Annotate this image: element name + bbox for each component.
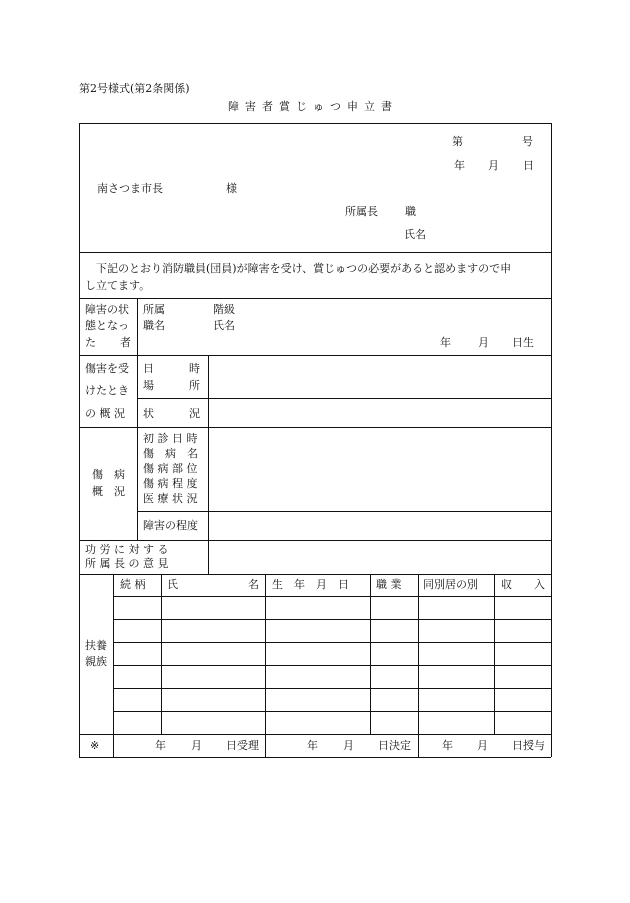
dependents-label-2: 親族 bbox=[85, 655, 107, 668]
footer-decided-year: 年 bbox=[307, 739, 318, 752]
footer-received-year: 年 bbox=[155, 739, 166, 752]
incident-situation-a: 状 bbox=[143, 407, 154, 420]
statement-line-2: し立てます。 bbox=[85, 279, 151, 292]
illness-disability-degree: 障害の程度 bbox=[143, 519, 198, 532]
chief-label: 所属長 bbox=[345, 205, 378, 218]
incident-datetime-a: 日 bbox=[143, 362, 154, 375]
incident-situation-b: 況 bbox=[189, 407, 200, 420]
incident-place-b: 所 bbox=[189, 379, 200, 392]
form-number: 第2号様式(第2条関係) bbox=[79, 82, 190, 95]
number-dai: 第 bbox=[452, 135, 463, 148]
person-job-title: 職名 bbox=[143, 319, 165, 332]
statement-line-1: 下記のとおり消防職員(団員)が障害を受け、賞じゅつの必要があると認めますので申 bbox=[96, 262, 512, 275]
person-affiliation: 所属 bbox=[143, 303, 165, 316]
person-label-2: 態となっ bbox=[85, 319, 129, 332]
incident-label-3: の 概 況 bbox=[85, 407, 125, 420]
col-relationship: 続 柄 bbox=[120, 578, 146, 591]
footer-awarded-month: 月 bbox=[477, 739, 488, 752]
person-label-3a: た bbox=[85, 336, 96, 349]
person-label-3b: 者 bbox=[120, 336, 131, 349]
illness-label-1: 傷 病 bbox=[92, 468, 125, 481]
person-rank: 階級 bbox=[213, 303, 235, 316]
footer-awarded-year: 年 bbox=[442, 739, 453, 752]
illness-label-2: 概 況 bbox=[92, 485, 125, 498]
illness-name: 傷 病 名 bbox=[143, 447, 198, 460]
incident-label-1: 傷害を受 bbox=[85, 362, 129, 375]
col-surname: 氏 bbox=[167, 578, 178, 591]
col-income: 収 入 bbox=[501, 578, 545, 591]
footer-received-month: 月 bbox=[191, 739, 202, 752]
page-title: 障害者賞じゅつ申立書 bbox=[228, 100, 398, 113]
date-year: 年 bbox=[454, 159, 465, 172]
chief-name: 氏名 bbox=[404, 228, 426, 241]
person-birth-day: 日生 bbox=[512, 336, 534, 349]
addressee-sama: 様 bbox=[226, 182, 237, 195]
footer-received: 日受理 bbox=[226, 739, 259, 752]
person-birth-month: 月 bbox=[478, 336, 489, 349]
illness-severity: 傷 病 程 度 bbox=[143, 477, 198, 490]
chief-position: 職 bbox=[405, 205, 416, 218]
person-name: 氏名 bbox=[213, 319, 235, 332]
addressee-mayor: 南さつま市長 bbox=[97, 182, 163, 195]
person-label-1: 障害の状 bbox=[85, 303, 129, 316]
col-occupation: 職 業 bbox=[376, 578, 402, 591]
incident-place-a: 場 bbox=[143, 379, 154, 392]
footer-mark: ※ bbox=[90, 739, 100, 752]
col-given-name: 名 bbox=[248, 578, 259, 591]
date-month: 月 bbox=[488, 159, 499, 172]
footer-decided-month: 月 bbox=[343, 739, 354, 752]
incident-label-2: けたとき bbox=[85, 384, 129, 397]
opinion-line-1: 功 労 に 対 す る bbox=[85, 543, 169, 556]
opinion-line-2: 所 属 長 の 意 見 bbox=[85, 557, 169, 570]
number-go: 号 bbox=[522, 135, 533, 148]
illness-site: 傷 病 部 位 bbox=[143, 462, 198, 475]
date-day: 日 bbox=[523, 159, 534, 172]
dependents-label-1: 扶養 bbox=[85, 639, 107, 652]
col-cohabitation: 同別居の別 bbox=[423, 578, 478, 591]
footer-decided: 日決定 bbox=[378, 739, 411, 752]
illness-medical-status: 医 療 状 況 bbox=[143, 492, 198, 505]
footer-awarded: 日授与 bbox=[512, 739, 545, 752]
illness-first-visit: 初 診 日 時 bbox=[143, 432, 198, 445]
col-birthdate: 生 年 月 日 bbox=[272, 578, 349, 591]
incident-datetime-b: 時 bbox=[189, 362, 200, 375]
person-birth-year: 年 bbox=[440, 336, 451, 349]
